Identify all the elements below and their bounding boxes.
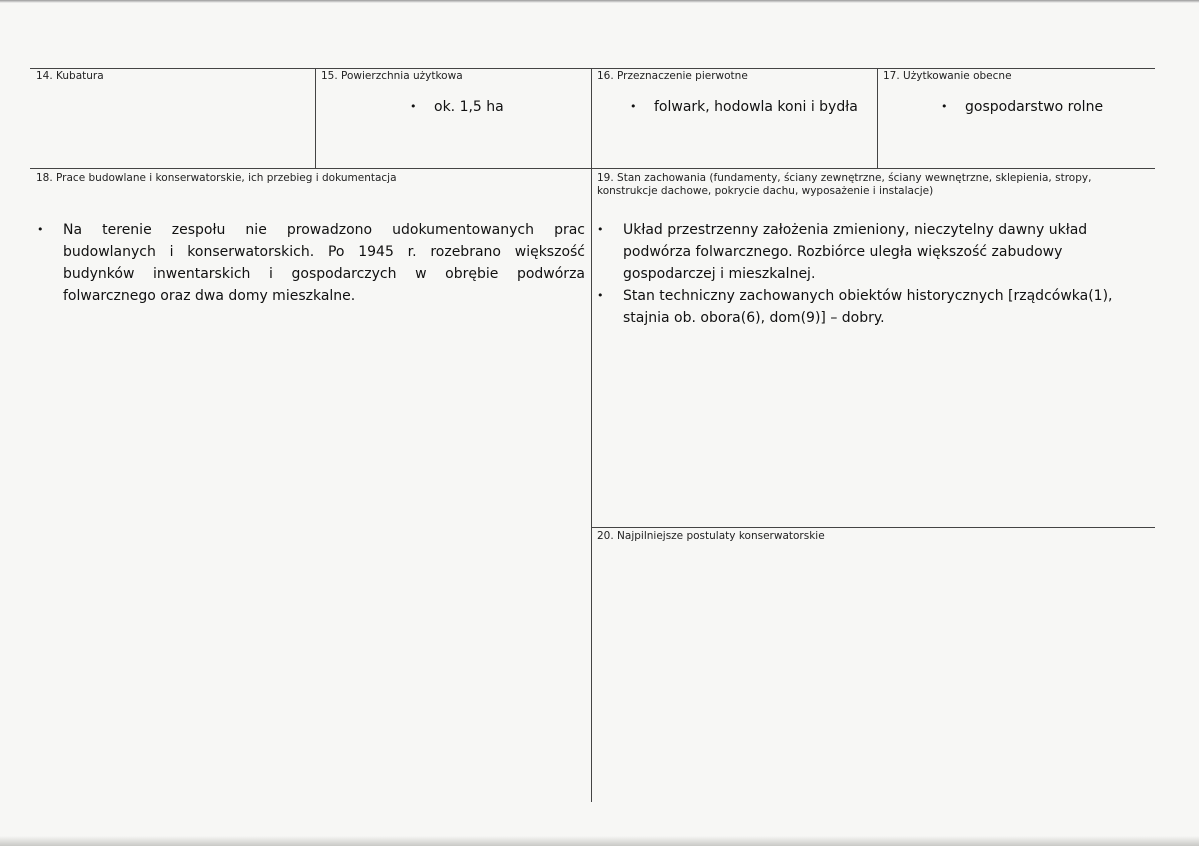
- row-divider-rule: [30, 168, 1155, 169]
- field-18-label: 18. Prace budowlane i konserwatorskie, ich przebieg i dokumentacja: [36, 172, 397, 184]
- bullet-icon: •: [597, 223, 604, 236]
- field-19-item-2-text: Stan techniczny zachowanych obiektów historycznych [rządcówka(1), stajnia ob. obora(6), dom(9)] – dobry.: [623, 288, 1113, 326]
- list-item: [597, 219, 1147, 285]
- table-top-rule: [30, 68, 1155, 69]
- field-16-label: 16. Przeznaczenie pierwotne: [597, 70, 748, 82]
- field-15-value: [410, 98, 504, 116]
- sheet-top-edge: [0, 0, 1199, 3]
- list-item: [597, 285, 1147, 329]
- field-17-label: 17. Użytkowanie obecne: [883, 70, 1012, 82]
- field-15-value-text: ok. 1,5 ha: [434, 99, 504, 115]
- field-20-label: 20. Najpilniejsze postulaty konserwatorskie: [597, 530, 825, 542]
- column-divider-center: [591, 68, 592, 802]
- field-18-list: [37, 219, 585, 307]
- field-17-value: [941, 98, 1103, 116]
- field-16-value-text: folwark, hodowla koni i bydła: [654, 99, 858, 115]
- field-16-value: [630, 98, 858, 116]
- bullet-icon: •: [630, 100, 637, 113]
- bullet-icon: •: [597, 289, 604, 302]
- field-19-list: [597, 219, 1147, 329]
- field-17-value-text: gospodarstwo rolne: [965, 99, 1104, 115]
- column-divider-14-15: [315, 68, 316, 168]
- column-divider-16-17: [877, 68, 878, 168]
- field-20-top-rule: [592, 527, 1155, 528]
- field-15-label: 15. Powierzchnia użytkowa: [321, 70, 463, 82]
- bullet-icon: •: [37, 223, 44, 236]
- field-14-label: 14. Kubatura: [36, 70, 104, 82]
- field-19-label: 19. Stan zachowania (fundamenty, ściany zewnętrzne, ściany wewnętrzne, sklepienia, stropy, konstrukcje dachowe, pokrycie dachu, wyposażenie i instalacje): [597, 172, 1092, 197]
- sheet-bottom-edge: [0, 836, 1199, 846]
- field-18-item-text: Na terenie zespołu nie prowadzono udokumentowanych prac budowlanych i konserwatorskich. Po 1945 r. rozebrano większość budynków inwentarskich i gospodarczych w obrębie podwórza folwarcznego oraz dwa domy mieszkalne.: [63, 222, 585, 304]
- bullet-icon: •: [941, 100, 948, 113]
- field-19-item-1-text: Układ przestrzenny założenia zmieniony, nieczytelny dawny układ podwórza folwarcznego. Rozbiórce uległa większość zabudowy gospodarczej i mieszkalnej.: [623, 222, 1088, 282]
- bullet-icon: •: [410, 100, 417, 113]
- list-item: [37, 219, 585, 307]
